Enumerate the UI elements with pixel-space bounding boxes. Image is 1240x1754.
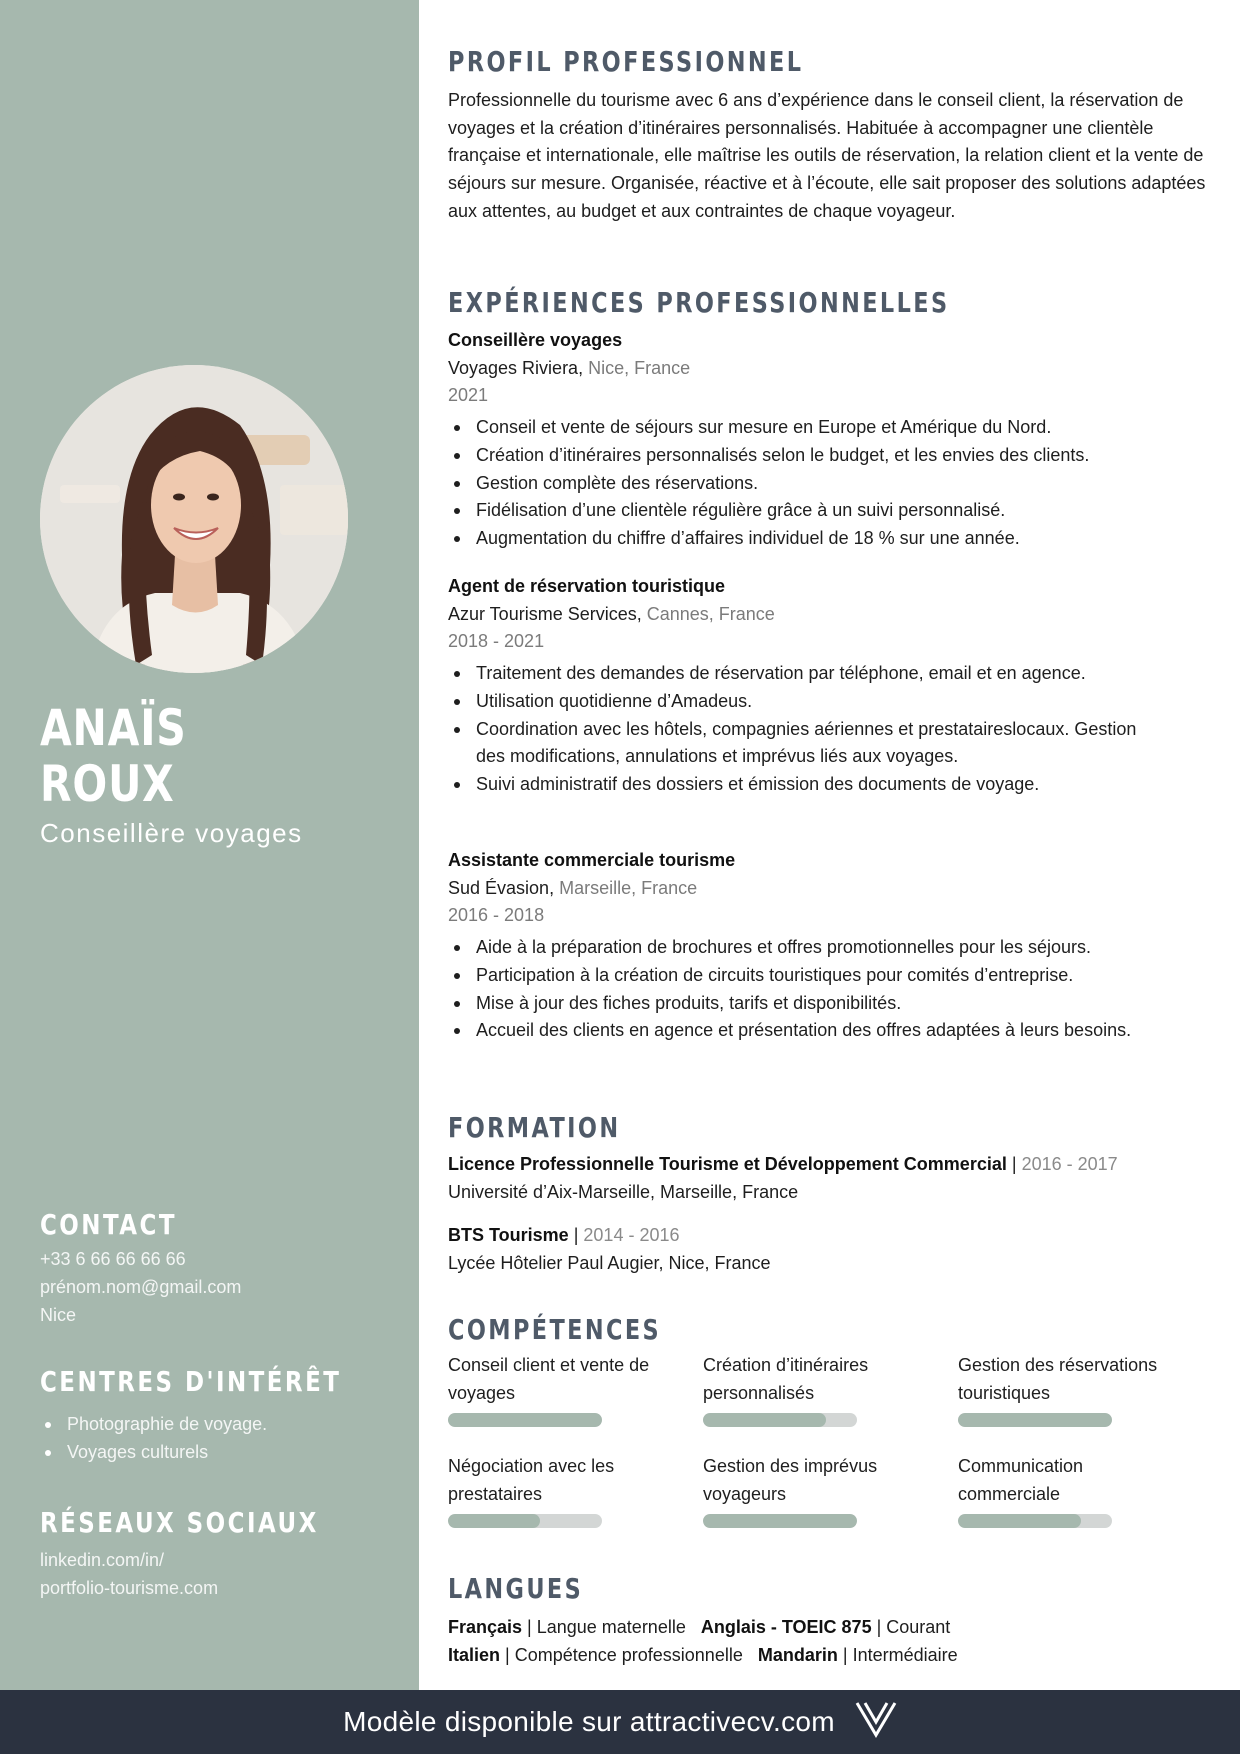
contact-email[interactable]: prénom.nom@gmail.com — [40, 1277, 242, 1297]
social-heading: RÉSEAUX SOCIAUX — [40, 1506, 319, 1539]
profile-photo — [40, 365, 348, 673]
degree-title: Licence Professionnelle Tourisme et Développement Commercial — [448, 1154, 1007, 1174]
degree-dates: 2014 - 2016 — [583, 1225, 680, 1245]
skill-bar-fill — [448, 1413, 602, 1427]
job-company: Azur Tourisme Services, — [448, 603, 642, 624]
education-entry — [448, 1222, 1218, 1277]
profile-text: Professionnelle du tourisme avec 6 ans d’expérience dans le conseil client, la réservation de voyages et la création d’itinéraires personnalisés. Habituée à accompagner une clientèle française et internationale, elle maîtrise les outils de réservation, la relation client et la vente de séjours sur mesure. Organisée, réactive et à l’écoute, elle sait proposer des solutions adaptées aux attentes, au budget et aux contraintes de chaque voyageur. — [448, 90, 1206, 221]
contact-heading: CONTACT — [40, 1208, 177, 1241]
language-level: Compétence professionnelle — [514, 1645, 743, 1665]
contact-details — [40, 1245, 241, 1329]
job-bullet: Conseil et vente de séjours sur mesure en Europe et Amérique du Nord. — [448, 414, 1218, 442]
skill-item — [703, 1453, 923, 1508]
skill-item — [448, 1453, 668, 1508]
job-company: Sud Évasion, — [448, 877, 555, 898]
interest-item: Photographie de voyage. — [40, 1410, 267, 1438]
job-bullets — [448, 934, 1148, 1045]
languages-row: Italien | Compétence professionnelle Mandarin | Intermédiaire — [448, 1645, 958, 1665]
skill-label: Communication commerciale — [958, 1456, 1084, 1504]
job-bullet: Augmentation du chiffre d’affaires individuel de 18 % sur une année. — [448, 525, 1218, 553]
separator: | — [573, 1225, 579, 1245]
skill-item — [448, 1352, 668, 1407]
skill-bar — [703, 1413, 857, 1427]
skill-bar-fill — [958, 1514, 1081, 1528]
linkedin-link[interactable]: linkedin.com/in/ — [40, 1550, 165, 1570]
job-title: Agent de réservation touristique — [448, 576, 726, 596]
first-name: ANAÏS — [40, 699, 187, 757]
job-title: Assistante commerciale tourisme — [448, 850, 736, 870]
skill-bar-fill — [448, 1514, 540, 1528]
job-location: Marseille, France — [559, 877, 698, 898]
job-bullet: Mise à jour des fiches produits, tarifs et disponibilités. — [448, 990, 1148, 1018]
job-company: Voyages Riviera, — [448, 357, 584, 378]
social-links — [40, 1546, 218, 1602]
skill-bar-fill — [703, 1514, 857, 1528]
footer-link[interactable]: Modèle disponible sur attractivecv.com — [343, 1706, 835, 1737]
job-dates: 2016 - 2018 — [448, 905, 545, 926]
job-bullet: Suivi administratif des dossiers et émission des documents de voyage. — [448, 771, 1168, 799]
job-bullet: Coordination avec les hôtels, compagnies aériennes et prestataireslocaux. Gestion des modifications, annulations et imprévus liés aux voyages. — [448, 716, 1168, 771]
job-bullet: Gestion complète des réservations. — [448, 470, 1218, 498]
skill-bar — [958, 1514, 1112, 1528]
interests-heading: CENTRES D'INTÉRÊT — [40, 1365, 342, 1398]
job-entry — [448, 327, 1218, 553]
job-dates: 2021 — [448, 385, 489, 406]
skill-item — [958, 1453, 1178, 1508]
main-content — [419, 0, 1240, 1690]
education-entry — [448, 1151, 1218, 1206]
portfolio-link[interactable]: portfolio-tourisme.com — [40, 1578, 219, 1598]
last-name: ROUX — [40, 755, 175, 813]
degree-title: BTS Tourisme — [448, 1225, 569, 1245]
person-title: Conseillère voyages — [40, 818, 303, 848]
language-name: Mandarin — [757, 1645, 838, 1665]
interests-list — [40, 1410, 267, 1466]
skill-bar — [448, 1413, 602, 1427]
job-title: Conseillère voyages — [448, 330, 623, 350]
job-bullet: Création d’itinéraires personnalisés selon le budget, et les envies des clients. — [448, 442, 1218, 470]
portrait-image — [40, 365, 348, 673]
job-entry — [448, 573, 1218, 799]
skills-heading: COMPÉTENCES — [448, 1313, 662, 1346]
languages-row: Français | Langue maternelle Anglais - TOEIC 875 | Courant — [448, 1617, 951, 1637]
skill-bar-fill — [703, 1413, 826, 1427]
language-name: Anglais - TOEIC 875 — [700, 1617, 872, 1637]
skill-item — [958, 1352, 1178, 1407]
job-location: Cannes, France — [646, 603, 775, 624]
job-bullet: Utilisation quotidienne d’Amadeus. — [448, 688, 1168, 716]
separator: | — [1011, 1154, 1017, 1174]
school-name: Lycée Hôtelier Paul Augier, Nice, France — [448, 1252, 771, 1273]
education-heading: FORMATION — [448, 1111, 621, 1144]
contact-phone[interactable]: +33 6 66 66 66 66 — [40, 1249, 186, 1269]
language-name: Italien — [448, 1645, 501, 1665]
contact-city: Nice — [40, 1305, 77, 1325]
language-level: Intermédiaire — [852, 1645, 958, 1665]
job-entry — [448, 847, 1218, 1045]
profile-heading: PROFIL PROFESSIONNEL — [448, 45, 804, 78]
skill-label: Conseil client et vente de voyages — [448, 1355, 650, 1403]
job-bullet: Traitement des demandes de réservation par téléphone, email et en agence. — [448, 660, 1168, 688]
job-bullets — [448, 660, 1168, 799]
job-location: Nice, France — [588, 357, 691, 378]
experience-heading: EXPÉRIENCES PROFESSIONNELLES — [448, 286, 950, 319]
footer-banner — [0, 1690, 1240, 1754]
degree-dates: 2016 - 2017 — [1021, 1154, 1118, 1174]
job-bullet: Aide à la préparation de brochures et offres promotionnelles pour les séjours. — [448, 934, 1148, 962]
skill-bar-fill — [958, 1413, 1112, 1427]
job-bullet: Participation à la création de circuits touristiques pour comités d’entreprise. — [448, 962, 1148, 990]
skill-bar — [448, 1514, 602, 1528]
sidebar — [0, 0, 419, 1690]
job-bullet: Fidélisation d’une clientèle régulière grâce à un suivi personnalisé. — [448, 497, 1218, 525]
job-bullets — [448, 414, 1218, 553]
school-name: Université d’Aix-Marseille, Marseille, France — [448, 1181, 799, 1202]
person-name — [40, 700, 335, 812]
skill-label: Gestion des réservations touristiques — [958, 1355, 1158, 1403]
skill-bar — [958, 1413, 1112, 1427]
language-name: Français — [448, 1617, 523, 1637]
attractivecv-logo-icon — [855, 1701, 897, 1744]
language-level: Langue maternelle — [536, 1617, 686, 1637]
language-level: Courant — [886, 1617, 951, 1637]
skill-label: Gestion des imprévus voyageurs — [703, 1456, 878, 1504]
job-dates: 2018 - 2021 — [448, 631, 545, 652]
skill-label: Création d’itinéraires personnalisés — [703, 1355, 869, 1403]
job-bullet: Accueil des clients en agence et présentation des offres adaptées à leurs besoins. — [448, 1017, 1148, 1045]
skill-item — [703, 1352, 923, 1407]
languages-heading: LANGUES — [448, 1572, 584, 1605]
skill-label: Négociation avec les prestataires — [448, 1456, 615, 1504]
interest-item: Voyages culturels — [40, 1438, 267, 1466]
skill-bar — [703, 1514, 857, 1528]
